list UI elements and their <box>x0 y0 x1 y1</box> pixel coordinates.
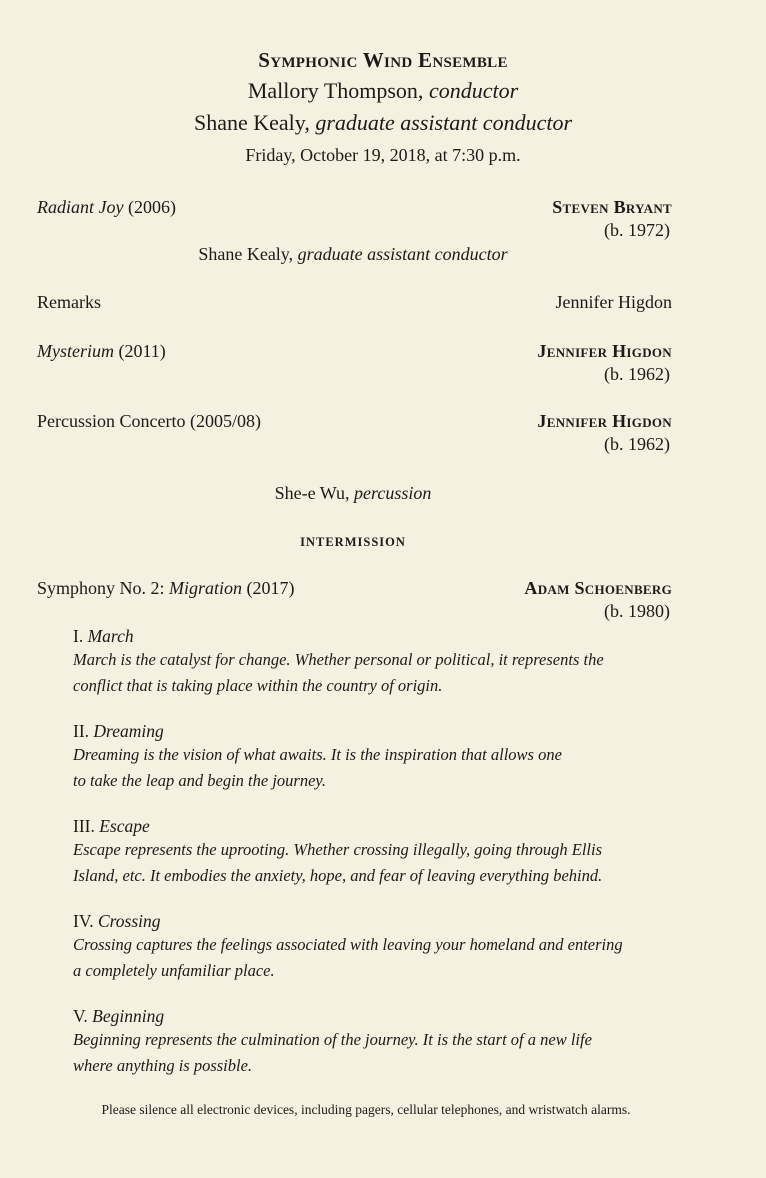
footer-notice: Please silence all electronic devices, including pagers, cellular telephones, and wristwatch alarms. <box>101 1102 631 1117</box>
work-title-symphony-no-2 <box>37 578 295 599</box>
movement-description-line: a completely unfamiliar place. <box>73 961 275 980</box>
movement-description-line: conflict that is taking place within the country of origin. <box>73 676 443 695</box>
movement-title <box>73 1006 592 1027</box>
movement-description <box>73 1027 592 1079</box>
movement-title <box>73 721 562 742</box>
work-title-radiant-joy <box>37 197 176 218</box>
movement-name: Crossing <box>97 911 161 931</box>
movement-description-line: Island, etc. It embodies the anxiety, hope, and fear of leaving everything behind. <box>73 866 603 885</box>
movement-title <box>73 816 602 837</box>
assistant-name: Shane Kealy, <box>193 110 310 135</box>
work-year: (2011) <box>113 341 166 361</box>
soloist-line <box>0 483 736 504</box>
work-title-italic: Radiant Joy <box>37 197 124 217</box>
radiant-conductor-name: Shane Kealy, <box>198 244 294 264</box>
movement-title <box>73 626 604 647</box>
composer-birth-year: (b. 1972) <box>604 220 670 240</box>
radiant-conductor-line <box>0 244 736 265</box>
composer-name: Jennifer Higdon <box>537 411 672 431</box>
radiant-conductor-role: graduate assistant conductor <box>297 244 508 264</box>
work-title-mysterium <box>37 341 166 362</box>
movement-number: I. <box>73 626 88 646</box>
movement-description <box>73 837 602 889</box>
movement-description-line: where anything is possible. <box>73 1056 253 1075</box>
assistant-conductor-line <box>0 110 766 136</box>
movement-description <box>73 742 562 794</box>
movement-item <box>73 721 562 794</box>
movement-number: II. <box>73 721 94 741</box>
composer-name: Jennifer Higdon <box>537 341 672 361</box>
remarks-label: Remarks <box>37 292 101 312</box>
movement-description <box>73 932 623 984</box>
movement-name: Escape <box>99 816 150 836</box>
movement-item <box>73 816 602 889</box>
movement-item <box>73 626 604 699</box>
movement-item <box>73 1006 592 1079</box>
ensemble-title: Symphonic Wind Ensemble <box>258 48 508 72</box>
work-year: (2006) <box>123 197 176 217</box>
movement-description-line: Beginning represents the culmination of the journey. It is the start of a new life <box>73 1030 592 1049</box>
remarks-speaker: Jennifer Higdon <box>555 292 672 312</box>
work-title-italic: Mysterium <box>37 341 114 361</box>
movement-number: III. <box>73 816 100 836</box>
concert-date: Friday, October 19, 2018, at 7:30 p.m. <box>245 145 521 165</box>
composer-birth-year: (b. 1980) <box>604 601 670 621</box>
movement-description-line: to take the leap and begin the journey. <box>73 771 326 790</box>
soloist-name: She-e Wu, <box>274 483 350 503</box>
movement-description <box>73 647 604 699</box>
composer-birth-year: (b. 1962) <box>604 434 670 454</box>
conductor-name: Mallory Thompson, <box>247 78 424 103</box>
conductor-role: conductor <box>428 78 519 103</box>
assistant-role: graduate assistant conductor <box>315 110 573 135</box>
movement-name: Dreaming <box>93 721 164 741</box>
composer-birth-year: (b. 1962) <box>604 364 670 384</box>
work-title-italic: Migration <box>169 578 243 598</box>
movement-name: Beginning <box>92 1006 165 1026</box>
work-year: (2017) <box>242 578 295 598</box>
movement-title <box>73 911 623 932</box>
movement-description-line: Dreaming is the vision of what awaits. It is the inspiration that allows one <box>73 745 562 764</box>
movement-name: March <box>87 626 134 646</box>
movement-description-line: Crossing captures the feelings associated with leaving your homeland and entering <box>73 935 623 954</box>
composer-name: Adam Schoenberg <box>524 578 672 598</box>
conductor-line <box>0 78 766 104</box>
movement-number: V. <box>73 1006 93 1026</box>
movement-item <box>73 911 623 984</box>
movement-number: IV. <box>73 911 98 931</box>
composer-name: Steven Bryant <box>552 197 672 217</box>
intermission-label: INTERMISSION <box>300 535 406 549</box>
movement-description-line: March is the catalyst for change. Whether personal or political, it represents the <box>73 650 604 669</box>
work-title-percussion-concerto: Percussion Concerto (2005/08) <box>37 411 261 431</box>
movement-description-line: Escape represents the uprooting. Whether crossing illegally, going through Ellis <box>73 840 603 859</box>
work-title-plain: Symphony No. 2: <box>37 578 170 598</box>
soloist-role: percussion <box>354 483 432 503</box>
